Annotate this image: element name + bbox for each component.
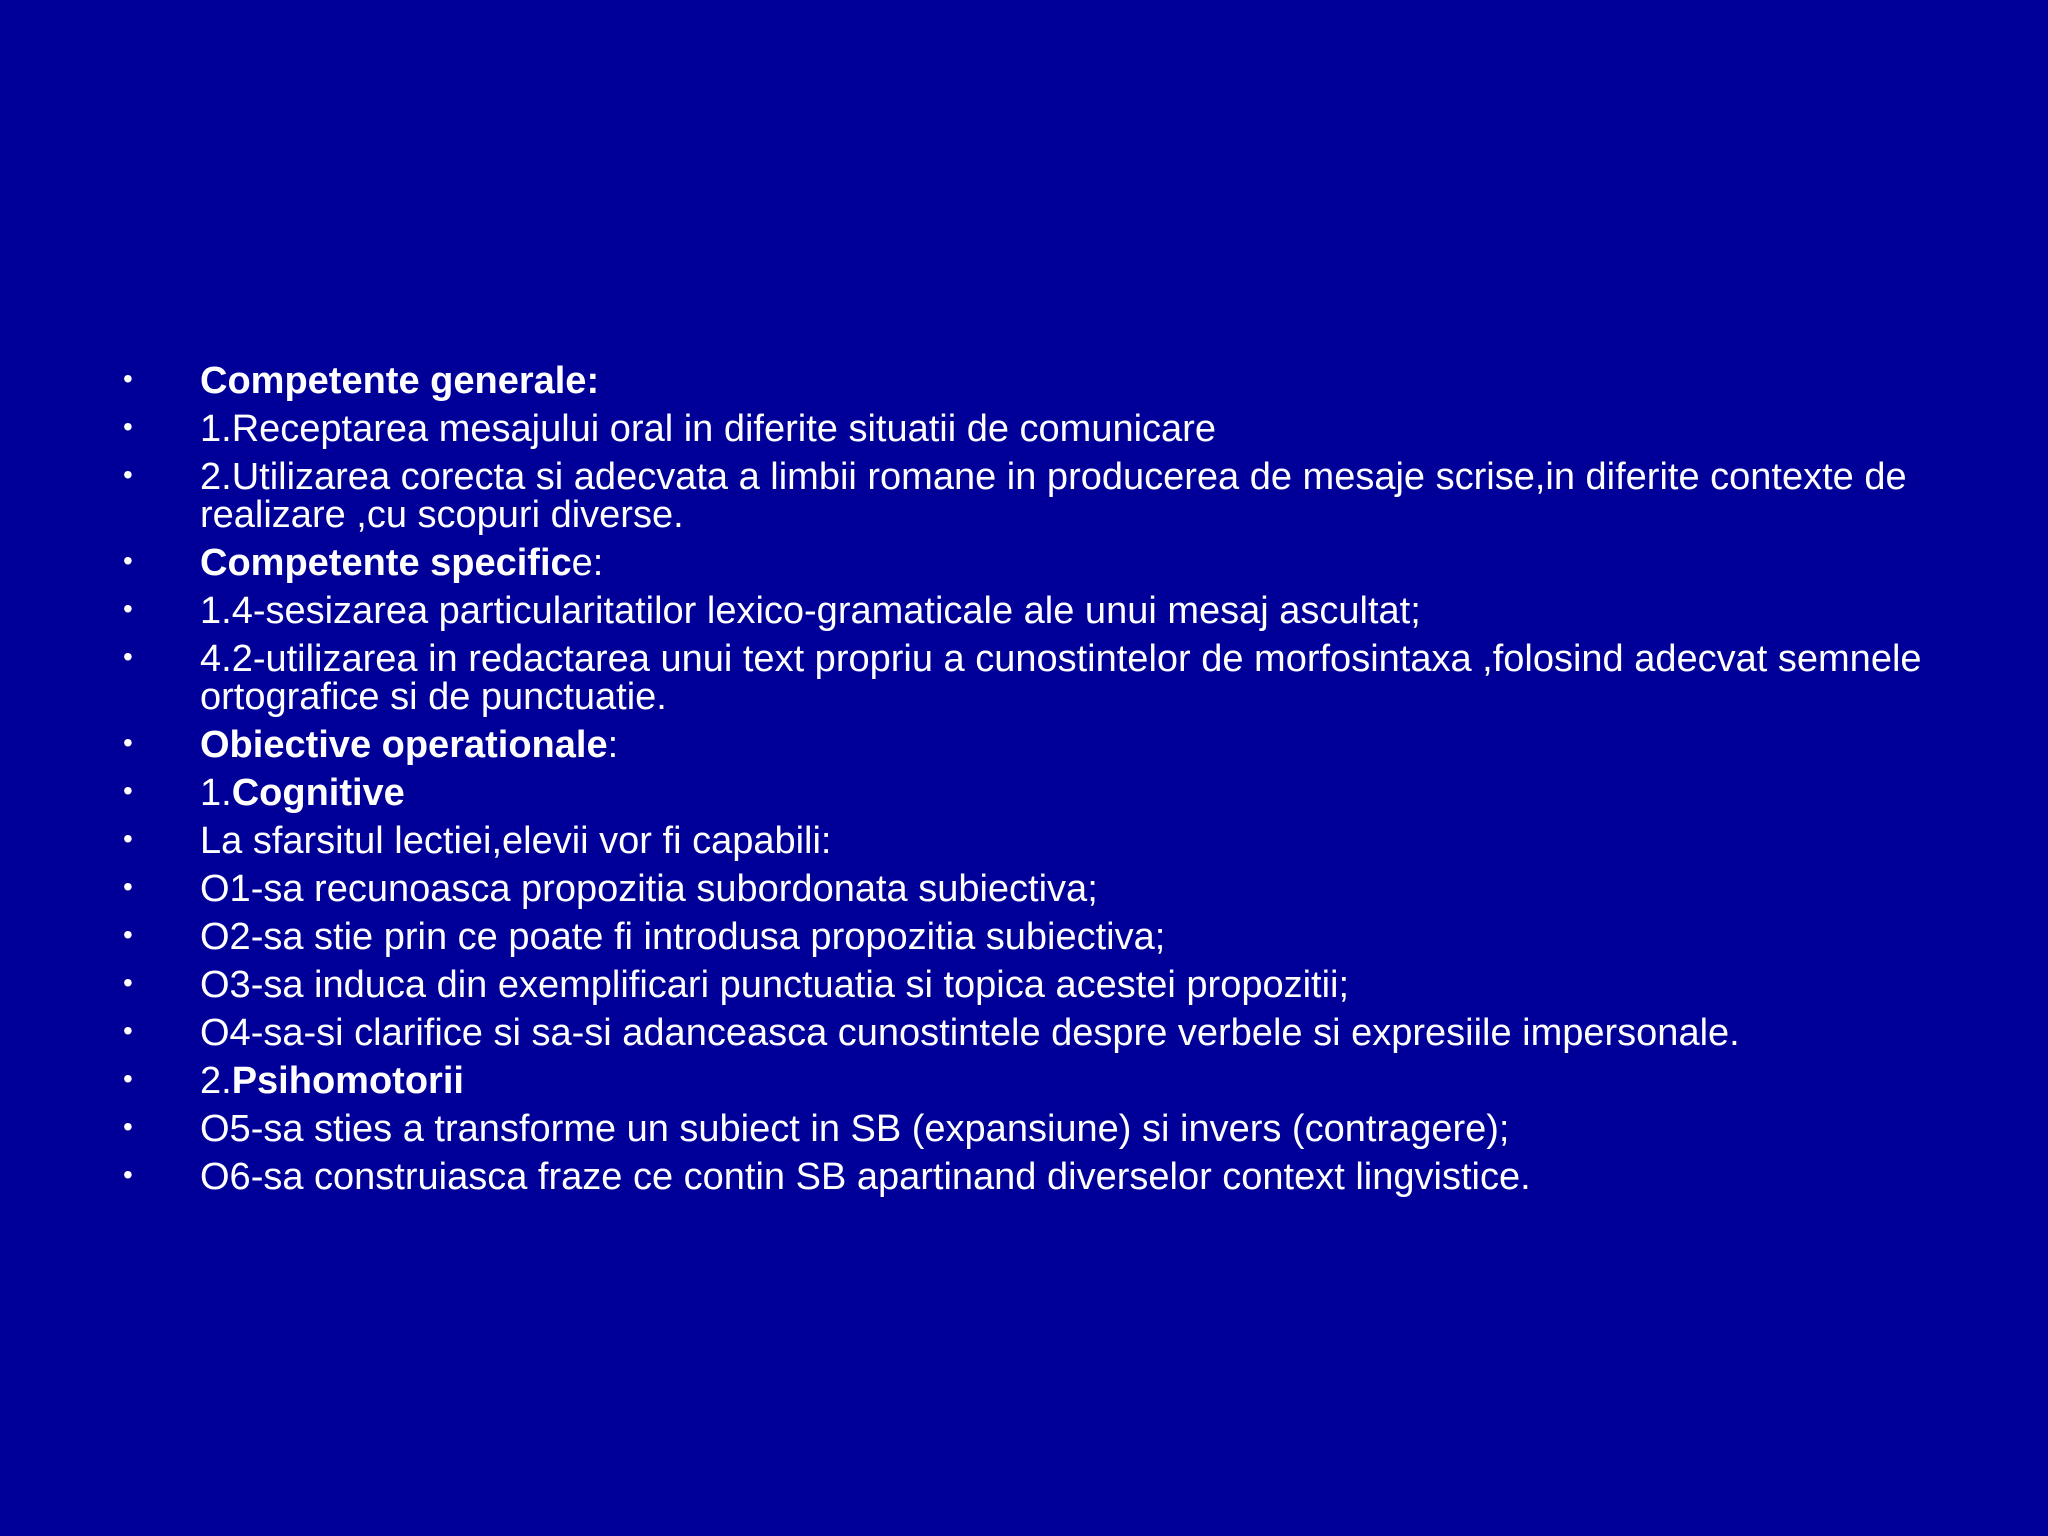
item-text: 1.Receptarea mesajului oral in diferite situatii de comunicare <box>200 408 1216 450</box>
list-item <box>0 544 2048 582</box>
heading-suffix: e: <box>571 542 604 584</box>
objectives-list <box>0 362 2048 1206</box>
item-text: O2-sa stie prin ce poate fi introdusa propozitia subiectiva; <box>200 916 1166 958</box>
list-item <box>0 726 2048 764</box>
heading-cognitive: Cognitive <box>231 772 405 814</box>
bullet-icon: • <box>123 967 133 998</box>
bullet-icon: • <box>123 363 133 394</box>
heading-psychomotor: Psihomotorii <box>231 1060 464 1102</box>
list-item <box>0 870 2048 908</box>
item-text: O3-sa induca din exemplificari punctuatia si topica acestei propozitii; <box>200 964 1350 1006</box>
list-item <box>0 774 2048 812</box>
bullet-icon: • <box>123 459 133 490</box>
heading-operational-objectives: Obiective operationale <box>200 724 608 766</box>
item-text: O6-sa construiasca fraze ce contin SB apartinand diverselor context lingvistice. <box>200 1156 1531 1198</box>
list-item <box>0 966 2048 1004</box>
bullet-icon: • <box>123 775 133 806</box>
list-item <box>0 918 2048 956</box>
item-text: 2.Utilizarea corecta si adecvata a limbii romane in producerea de mesaje scrise,in diferite contexte de realizare ,cu scopuri diverse. <box>200 456 1907 536</box>
bullet-icon: • <box>123 641 133 672</box>
bullet-icon: • <box>123 545 133 576</box>
bullet-icon: • <box>123 727 133 758</box>
item-prefix: 2. <box>200 1060 232 1102</box>
item-text: La sfarsitul lectiei,elevii vor fi capabili: <box>200 820 832 862</box>
bullet-icon: • <box>123 411 133 442</box>
list-item <box>0 1158 2048 1196</box>
bullet-icon: • <box>123 1111 133 1142</box>
list-item <box>0 822 2048 860</box>
list-item <box>0 1062 2048 1100</box>
heading-suffix: : <box>607 724 619 766</box>
bullet-icon: • <box>123 593 133 624</box>
list-item <box>0 1110 2048 1148</box>
item-text: O1-sa recunoasca propozitia subordonata subiectiva; <box>200 868 1098 910</box>
list-item <box>0 640 2048 716</box>
item-text: O5-sa sties a transforme un subiect in SB (expansiune) si invers (contragere); <box>200 1108 1510 1150</box>
bullet-icon: • <box>123 1015 133 1046</box>
bullet-icon: • <box>123 1159 133 1190</box>
bullet-icon: • <box>123 1063 133 1094</box>
item-text: 1.4-sesizarea particularitatilor lexico-gramaticale ale unui mesaj ascultat; <box>200 590 1421 632</box>
heading-general-competences: Competente generale: <box>200 360 600 402</box>
item-text: O4-sa-si clarifice si sa-si adanceasca cunostintele despre verbele si expresiile impersonale. <box>200 1012 1740 1054</box>
list-item <box>0 592 2048 630</box>
heading-specific-competences: Competente specific <box>200 542 572 584</box>
list-item <box>0 1014 2048 1052</box>
list-item <box>0 410 2048 448</box>
item-prefix: 1. <box>200 772 232 814</box>
bullet-icon: • <box>123 871 133 902</box>
bullet-icon: • <box>123 823 133 854</box>
item-text: 4.2-utilizarea in redactarea unui text propriu a cunostintelor de morfosintaxa ,folosind adecvat semnele ortografice si de punctuatie. <box>200 638 1922 718</box>
list-item <box>0 362 2048 400</box>
bullet-icon: • <box>123 919 133 950</box>
list-item <box>0 458 2048 534</box>
